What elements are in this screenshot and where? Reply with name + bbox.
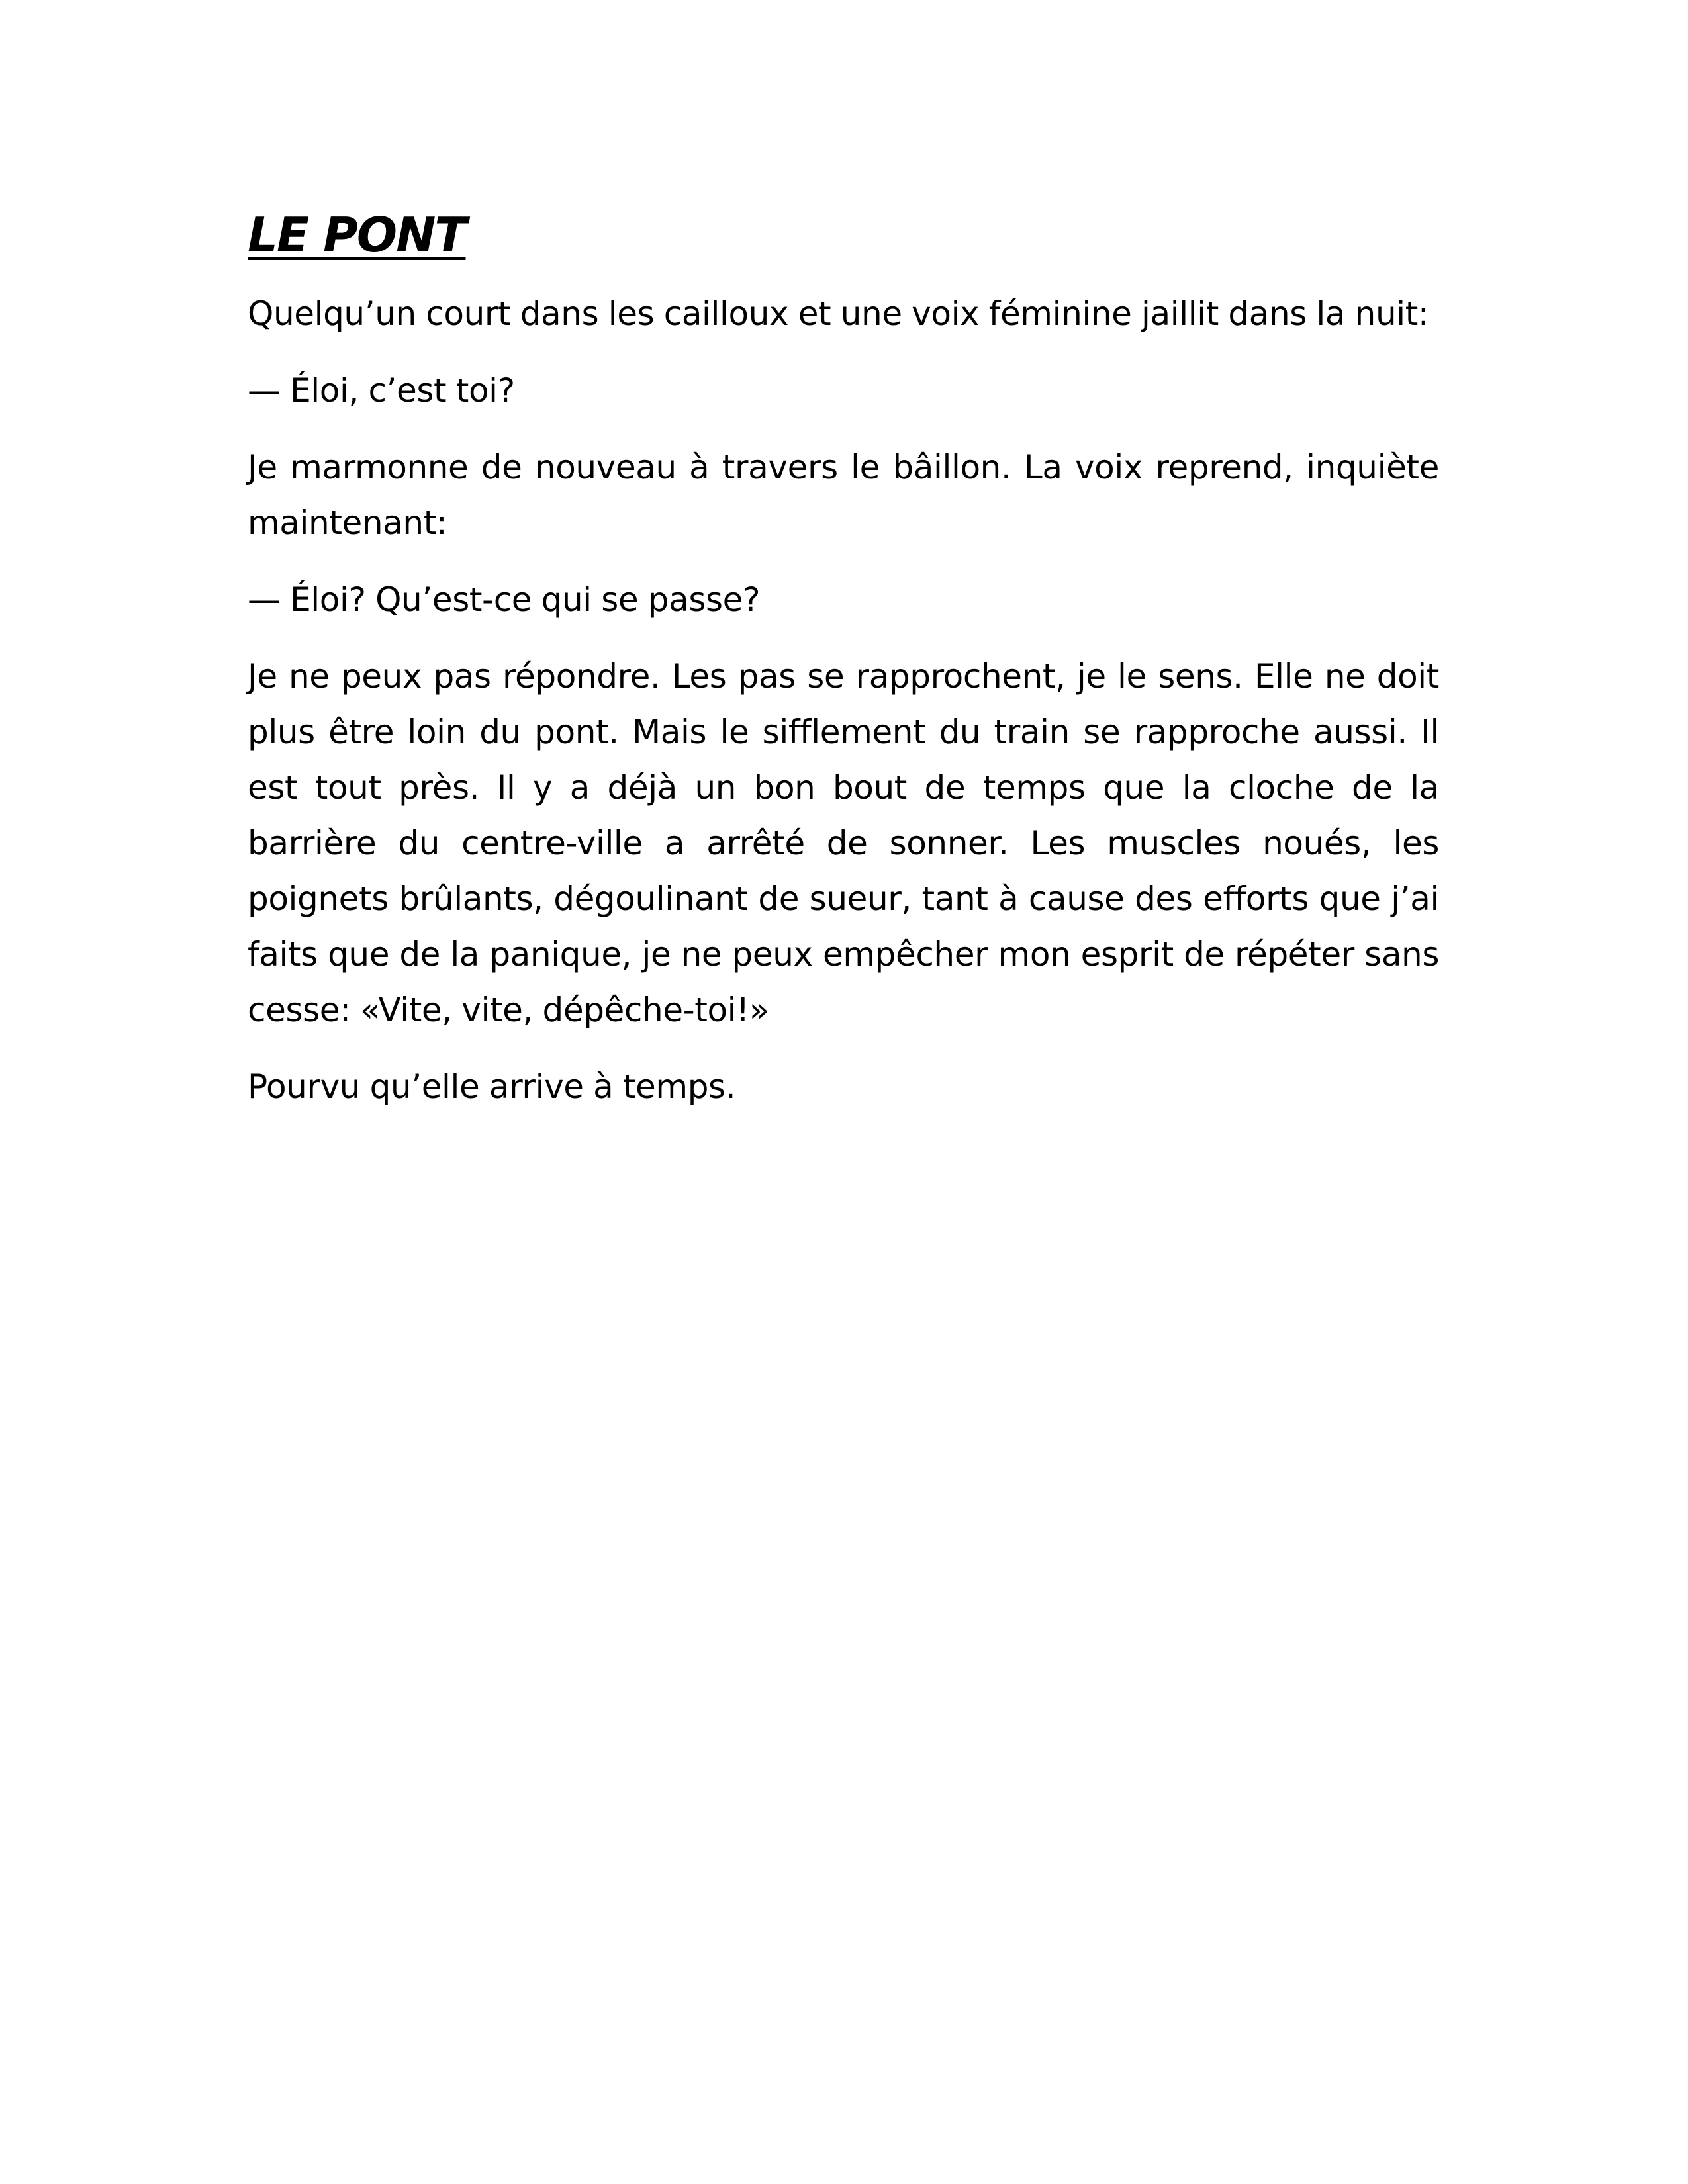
document-body: [248, 199, 1439, 1136]
paragraph-5: Je ne peux pas répondre. Les pas se rapprochent, je le sens. Elle ne doit plus être loin du pont. Mais le sifflement du train se rapproche aussi. Il est tout près. Il y a déjà un bon bout de temps que la cloche de la barrière du centre-ville a arrêté de sonner. Les muscles noués, les poignets brûlants, dégoulinant de sueur, tant à cause des efforts que j’ai faits que de la panique, je ne peux empêcher mon esprit de répéter sans cesse: «Vite, vite, dépêche-toi!»: [248, 657, 1439, 1029]
page-title: LE PONT: [248, 207, 466, 263]
paragraph-1: Quelqu’un court dans les cailloux et une voix féminine jaillit dans la nuit:: [248, 295, 1429, 333]
paragraph-2-dialogue: — Éloi, c’est toi?: [248, 371, 515, 410]
paragraph-6: Pourvu qu’elle arrive à temps.: [248, 1068, 736, 1106]
paragraph-4-dialogue: — Éloi? Qu’est-ce qui se passe?: [248, 580, 761, 619]
paragraph-3: Je marmonne de nouveau à travers le bâillon. La voix reprend, inquiète maintenant:: [248, 448, 1439, 542]
